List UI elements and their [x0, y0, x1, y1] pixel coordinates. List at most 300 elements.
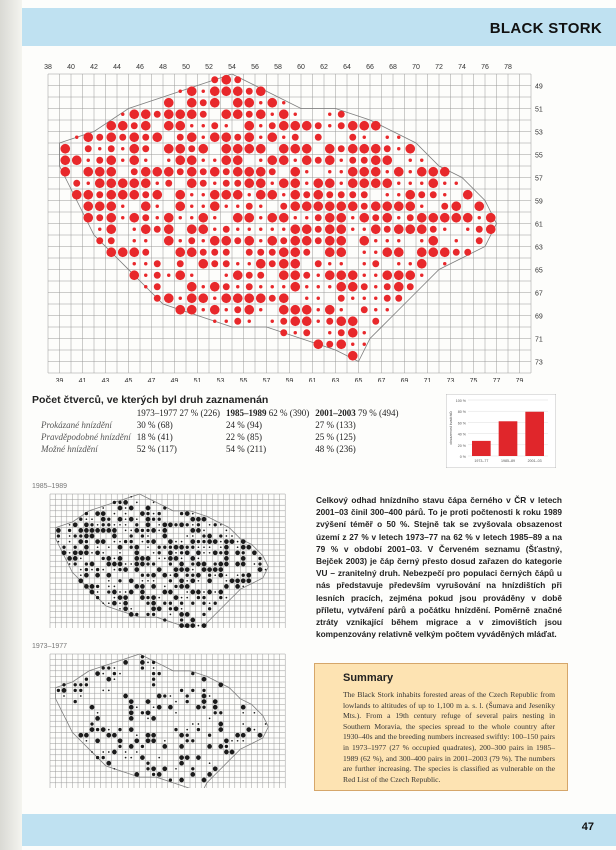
distribution-map	[38, 62, 556, 382]
record-dot	[328, 331, 331, 334]
record-dot	[164, 224, 174, 234]
record-dot	[420, 239, 423, 242]
record-dot	[134, 545, 139, 550]
record-dot	[279, 259, 289, 269]
record-dot	[146, 517, 151, 522]
record-dot	[86, 518, 88, 520]
record-dot	[207, 772, 212, 777]
record-dot	[256, 178, 266, 188]
record-dot	[181, 608, 183, 610]
record-dot	[179, 216, 182, 219]
record-dot	[220, 541, 222, 543]
record-dot	[214, 711, 217, 714]
record-dot	[146, 540, 149, 543]
record-dot	[75, 136, 78, 139]
record-dot	[198, 213, 208, 223]
record-dot	[218, 682, 223, 687]
record-dot	[336, 236, 346, 246]
record-dot	[405, 224, 415, 234]
record-dot	[374, 251, 377, 254]
record-dot	[79, 518, 82, 521]
record-dot	[192, 524, 194, 526]
record-dot	[140, 556, 145, 561]
record-dot	[151, 573, 156, 578]
y-axis-label: obsazenost kvadrátů	[449, 411, 453, 445]
record-dot	[191, 689, 194, 692]
record-dot	[60, 167, 70, 177]
record-dot	[202, 778, 207, 783]
record-dot	[282, 193, 285, 196]
record-dot	[96, 596, 99, 599]
record-dot	[162, 528, 167, 533]
record-dot	[242, 740, 244, 742]
map-bottom-label: 61	[308, 378, 317, 382]
record-dot	[361, 191, 368, 198]
record-dot	[180, 602, 183, 605]
map-bottom-label: 49	[170, 378, 179, 382]
record-dot	[209, 552, 211, 554]
record-dot	[146, 506, 151, 511]
record-dot	[234, 306, 241, 313]
record-dot	[315, 260, 322, 267]
record-dot	[136, 751, 138, 753]
record-dot	[162, 522, 167, 527]
record-dot	[197, 728, 200, 731]
record-dot	[348, 351, 358, 361]
record-dot	[142, 249, 149, 256]
record-dot	[169, 778, 172, 781]
record-dot	[305, 182, 308, 185]
record-dot	[233, 190, 243, 200]
map-top-label: 40	[67, 64, 75, 71]
record-dot	[190, 590, 195, 595]
record-dot	[244, 213, 254, 223]
record-dot	[74, 700, 77, 703]
record-dot	[219, 711, 222, 714]
record-dot	[174, 523, 177, 526]
record-dot	[108, 580, 110, 582]
record-dot	[106, 121, 116, 131]
map-top-label: 52	[205, 64, 213, 71]
record-dot	[200, 180, 207, 187]
record-dot	[336, 247, 346, 257]
record-dot	[209, 546, 211, 548]
record-dot	[348, 201, 358, 211]
record-dot	[191, 574, 194, 577]
record-dot	[326, 191, 333, 198]
record-dot	[211, 76, 218, 83]
record-dot	[259, 228, 262, 231]
record-dot	[202, 205, 205, 208]
record-dot	[112, 750, 117, 755]
record-dot	[225, 745, 228, 748]
footer-bar	[22, 814, 616, 846]
record-dot	[256, 86, 266, 96]
record-dot	[197, 596, 200, 599]
record-dot	[121, 216, 124, 219]
record-dot	[97, 591, 99, 593]
record-dot	[226, 574, 228, 576]
record-dot	[140, 755, 145, 760]
record-dot	[180, 618, 183, 621]
record-dot	[147, 580, 149, 582]
record-dot	[382, 201, 392, 211]
record-dot	[208, 607, 211, 610]
record-dot	[230, 539, 235, 544]
record-dot	[407, 214, 414, 221]
record-dot	[225, 308, 228, 311]
record-dot	[140, 511, 145, 516]
record-dot	[151, 738, 156, 743]
record-dot	[130, 534, 133, 537]
record-dot	[177, 260, 184, 267]
record-dot	[443, 182, 446, 185]
record-dot	[106, 733, 111, 738]
record-dot	[267, 236, 277, 246]
record-dot	[140, 584, 145, 589]
record-dot	[210, 86, 220, 96]
record-dot	[451, 213, 461, 223]
record-dot	[191, 739, 194, 742]
record-dot	[152, 518, 155, 521]
record-dot	[210, 236, 220, 246]
record-dot	[213, 550, 218, 555]
record-dot	[106, 155, 116, 165]
record-dot	[221, 293, 231, 303]
record-dot	[348, 270, 358, 280]
record-dot	[153, 706, 155, 708]
record-dot	[158, 512, 161, 515]
record-dot	[84, 733, 89, 738]
record-dot	[248, 262, 251, 265]
record-dot	[315, 157, 322, 164]
record-dot	[153, 580, 155, 582]
record-dot	[248, 320, 251, 323]
record-dot	[129, 710, 134, 715]
record-dot	[119, 591, 121, 593]
record-dot	[179, 545, 184, 550]
record-dot	[214, 523, 217, 526]
page-spine	[0, 0, 22, 850]
record-dot	[338, 111, 345, 118]
record-dot	[235, 733, 240, 738]
record-dot	[123, 500, 128, 505]
record-dot	[225, 274, 228, 277]
record-dot	[315, 226, 322, 233]
record-dot	[338, 191, 345, 198]
record-dot	[63, 695, 65, 697]
record-dot	[96, 237, 103, 244]
record-dot	[102, 569, 104, 571]
record-dot	[211, 249, 218, 256]
record-dot	[225, 205, 228, 208]
record-dot	[394, 224, 404, 234]
record-dot	[114, 768, 116, 770]
record-dot	[294, 216, 297, 219]
record-dot	[119, 608, 121, 610]
record-dot	[246, 272, 253, 279]
record-dot	[409, 182, 412, 185]
record-dot	[97, 524, 99, 526]
record-dot	[211, 260, 218, 267]
record-dot	[74, 562, 77, 565]
record-dot	[213, 297, 216, 300]
record-dot	[443, 228, 446, 231]
record-dot	[351, 343, 354, 346]
record-dot	[91, 518, 93, 520]
record-dot	[303, 249, 310, 256]
record-dot	[108, 237, 115, 244]
record-dot	[198, 580, 200, 582]
record-dot	[282, 285, 285, 288]
record-dot	[80, 695, 82, 697]
record-dot	[170, 574, 172, 576]
record-dot	[78, 733, 83, 738]
record-dot	[218, 567, 223, 572]
record-dot	[371, 201, 381, 211]
table-cell: 30 % (68)	[136, 420, 173, 430]
record-dot	[302, 155, 312, 165]
record-dot	[271, 320, 274, 323]
record-dot	[98, 228, 101, 231]
map-top-label: 62	[320, 64, 328, 71]
record-dot	[112, 534, 117, 539]
record-dot	[203, 546, 205, 548]
record-dot	[382, 178, 392, 188]
record-dot	[290, 236, 300, 246]
record-dot	[338, 145, 345, 152]
record-dot	[200, 111, 207, 118]
record-dot	[303, 272, 310, 279]
record-dot	[280, 329, 287, 336]
record-dot	[141, 178, 151, 188]
record-dot	[315, 122, 322, 129]
record-dot	[133, 228, 136, 231]
record-dot	[74, 546, 77, 549]
record-dot	[106, 178, 116, 188]
record-dot	[157, 772, 162, 777]
record-dot	[221, 86, 231, 96]
record-dot	[451, 201, 461, 211]
record-dot	[133, 239, 136, 242]
record-dot	[207, 534, 212, 539]
record-dot	[397, 136, 400, 139]
record-dot	[186, 574, 189, 577]
record-dot	[348, 328, 358, 338]
record-dot	[112, 590, 117, 595]
record-dot	[188, 145, 195, 152]
record-dot	[152, 190, 162, 200]
record-dot	[102, 751, 104, 753]
record-dot	[213, 159, 216, 162]
x-tick-label: 1985–89	[501, 459, 515, 463]
record-dot	[146, 613, 149, 616]
record-dot	[202, 540, 205, 543]
record-dot	[305, 285, 308, 288]
record-dot	[151, 584, 156, 589]
record-dot	[248, 228, 251, 231]
record-dot	[123, 595, 128, 600]
record-dot	[179, 623, 184, 628]
small-map-1973-svg	[30, 640, 292, 788]
record-dot	[169, 579, 172, 582]
record-dot	[181, 541, 183, 543]
record-dot	[382, 270, 392, 280]
period-1-label: 1973–1977 27 % (226)	[136, 408, 220, 418]
record-dot	[119, 134, 126, 141]
record-dot	[179, 522, 184, 527]
record-dot	[187, 109, 197, 119]
record-dot	[129, 144, 139, 154]
record-dot	[290, 190, 300, 200]
record-dot	[290, 178, 300, 188]
record-dot	[179, 297, 182, 300]
map-top-label: 78	[504, 64, 512, 71]
record-dot	[241, 562, 246, 567]
record-dot	[280, 318, 287, 325]
record-dot	[382, 213, 392, 223]
record-dot	[340, 182, 343, 185]
record-dot	[242, 723, 244, 725]
record-dot	[290, 144, 300, 154]
record-dot	[336, 213, 346, 223]
record-dot	[152, 562, 155, 565]
record-dot	[420, 182, 423, 185]
record-dot	[162, 744, 167, 749]
record-dot	[129, 612, 134, 617]
record-dot	[123, 601, 128, 606]
record-dot	[186, 739, 189, 742]
record-dot	[96, 728, 99, 731]
record-dot	[359, 167, 369, 177]
record-dot	[185, 755, 190, 760]
record-dot	[234, 237, 241, 244]
record-dot	[167, 274, 170, 277]
map-top-label: 42	[90, 64, 98, 71]
record-dot	[210, 282, 220, 292]
record-dot	[198, 259, 208, 269]
record-dot	[417, 213, 427, 223]
record-dot	[106, 562, 111, 567]
table-cell: 27 % (133)	[315, 420, 356, 430]
record-dot	[374, 308, 377, 311]
record-dot	[409, 170, 412, 173]
record-dot	[179, 744, 184, 749]
record-dot	[152, 167, 162, 177]
record-dot	[221, 155, 231, 165]
record-dot	[207, 539, 212, 544]
record-dot	[84, 545, 89, 550]
record-dot	[224, 539, 229, 544]
record-dot	[123, 660, 128, 665]
record-dot	[174, 573, 179, 578]
record-dot	[191, 767, 194, 770]
record-dot	[188, 237, 195, 244]
record-dot	[242, 712, 244, 714]
record-dot	[258, 562, 261, 565]
record-dot	[233, 293, 243, 303]
record-dot	[325, 247, 335, 257]
record-dot	[118, 517, 123, 522]
record-dot	[95, 573, 100, 578]
map-bottom-label: 47	[147, 378, 156, 382]
record-dot	[203, 530, 205, 532]
map-bottom-label: 45	[124, 378, 133, 382]
record-dot	[90, 534, 95, 539]
record-dot	[164, 109, 174, 119]
record-dot	[202, 567, 207, 572]
record-dot	[177, 168, 184, 175]
record-dot	[114, 524, 116, 526]
record-dot	[185, 550, 190, 555]
map-right-label: 53	[535, 129, 543, 137]
record-dot	[152, 132, 162, 142]
record-dot	[175, 190, 185, 200]
record-dot	[440, 167, 450, 177]
record-dot	[223, 260, 230, 267]
record-dot	[325, 144, 335, 154]
record-dot	[119, 541, 121, 543]
occupancy-bar-chart	[446, 394, 556, 468]
record-dot	[315, 237, 322, 244]
record-dot	[187, 282, 197, 292]
record-dot	[57, 534, 60, 537]
record-dot	[234, 134, 241, 141]
record-dot	[175, 109, 185, 119]
record-dot	[108, 751, 110, 753]
record-dot	[290, 270, 300, 280]
record-dot	[179, 239, 182, 242]
record-dot	[202, 534, 205, 537]
record-dot	[371, 167, 381, 177]
record-dot	[246, 88, 253, 95]
record-dot	[85, 145, 92, 152]
record-dot	[210, 201, 220, 211]
record-dot	[202, 308, 205, 311]
record-dot	[325, 178, 335, 188]
record-dot	[440, 247, 450, 257]
record-dot	[129, 716, 134, 721]
record-dot	[97, 712, 99, 714]
record-dot	[224, 545, 229, 550]
record-dot	[394, 167, 404, 177]
record-dot	[349, 191, 356, 198]
record-dot	[134, 556, 139, 561]
record-dot	[146, 738, 151, 743]
record-dot	[129, 705, 134, 710]
record-dot	[107, 518, 110, 521]
record-dot	[84, 550, 89, 555]
record-dot	[141, 201, 151, 211]
record-dot	[257, 249, 264, 256]
record-dot	[190, 539, 195, 544]
record-dot	[101, 727, 106, 732]
record-dot	[164, 121, 174, 131]
record-dot	[209, 602, 211, 604]
record-dot	[153, 667, 155, 669]
record-dot	[371, 121, 381, 131]
record-dot	[84, 522, 89, 527]
record-dot	[224, 738, 229, 743]
record-dot	[202, 239, 205, 242]
record-dot	[187, 305, 197, 315]
record-dot	[192, 513, 194, 515]
table-cell: 48 % (236)	[315, 444, 356, 454]
record-dot	[190, 556, 195, 561]
record-dot	[85, 678, 88, 681]
record-dot	[196, 517, 201, 522]
record-dot	[125, 530, 127, 532]
